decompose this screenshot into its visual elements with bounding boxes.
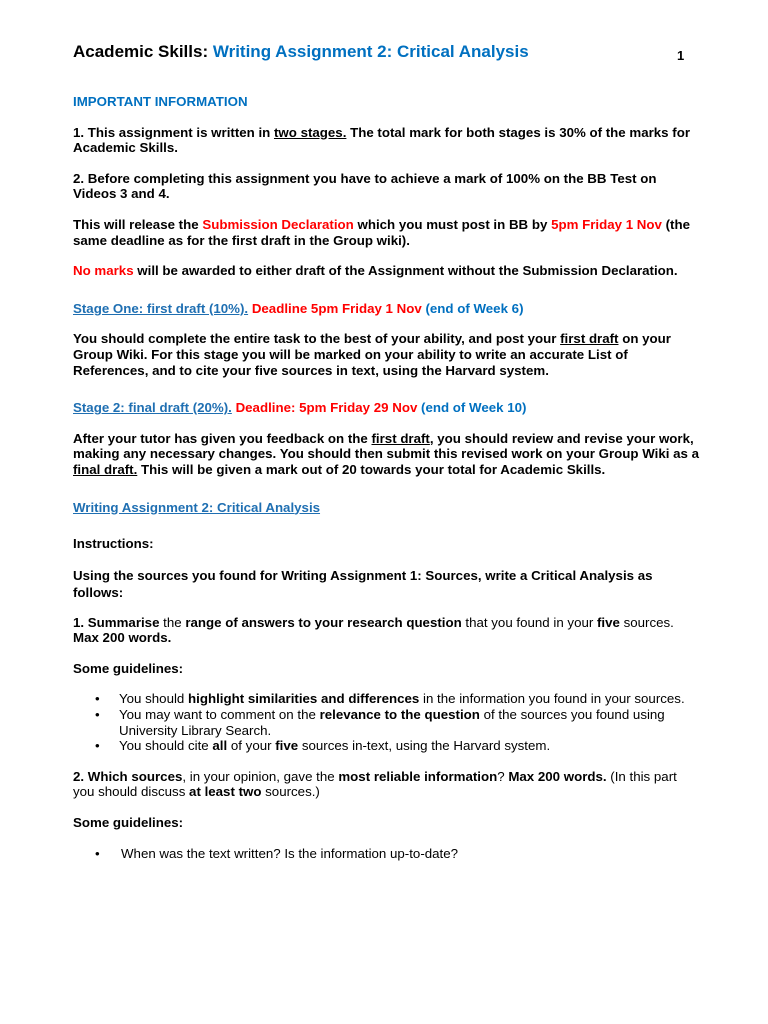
- guidelines-2-heading: Some guidelines:: [73, 815, 184, 831]
- guidelines-2-list: [73, 846, 701, 862]
- important-paragraph-4: No marks will be awarded to either draft of the Assignment without the Submission Declaration.: [73, 263, 678, 279]
- stage-two-link[interactable]: Stage 2: final draft (20%).: [73, 400, 232, 416]
- question-2: 2. Which sources, in your opinion, gave the most reliable information? Max 200 words. (In this part you should discuss at least two sources.): [73, 768, 677, 800]
- page-number: 1: [677, 48, 685, 63]
- stage-one-link[interactable]: Stage One: first draft (10%).: [73, 300, 249, 316]
- no-marks-text: No marks: [73, 263, 134, 279]
- submission-declaration-text: Submission Declaration: [202, 216, 354, 232]
- stage-one-heading: Stage One: first draft (10%). Deadline 5pm Friday 1 Nov (end of Week 6): [73, 300, 524, 316]
- list-item: • You should cite all of your five sources in-text, using the Harvard system.: [73, 738, 701, 754]
- document-page: [73, 40, 701, 861]
- stage-one-deadline: Deadline 5pm Friday 1 Nov: [251, 300, 422, 316]
- important-paragraph-2: 2. Before completing this assignment you have to achieve a mark of 100% on the BB Test on Videos 3 and 4.: [73, 170, 657, 202]
- instructions-heading: Instructions:: [73, 536, 154, 552]
- important-paragraph-3: This will release the Submission Declaration which you must post in BB by 5pm Friday 1 Nov (the same deadline as for the first draft in the Group wiki).: [73, 216, 690, 248]
- stage-one-body: You should complete the entire task to the best of your ability, and post your first draft on your Group Wiki. For this stage you will be marked on your ability to write an accurate List of References, and to cite your five sources in text, using the Harvard system.: [73, 331, 671, 378]
- header-prefix: Academic Skills:: [73, 42, 213, 61]
- assignment-link[interactable]: Writing Assignment 2: Critical Analysis: [73, 499, 321, 515]
- important-paragraph-1: 1. This assignment is written in two stages. The total mark for both stages is 30% of the marks for Academic Skills.: [73, 124, 690, 156]
- assignment-link-paragraph: [73, 500, 701, 516]
- stage-two-body: After your tutor has given you feedback on the first draft, you should review and revise your work, making any necessary changes. You should then submit this revised work on your Group Wiki as a final draft. This will be given a mark out of 20 towards your total for Academic Skills.: [73, 430, 699, 477]
- declaration-deadline-text: 5pm Friday 1 Nov: [551, 216, 662, 232]
- list-item: • When was the text written? Is the information up-to-date?: [73, 846, 701, 862]
- instructions-intro: Using the sources you found for Writing Assignment 1: Sources, write a Critical Analysis as follows:: [73, 567, 653, 600]
- guidelines-1-list: [73, 691, 701, 753]
- important-heading: IMPORTANT INFORMATION: [73, 94, 248, 109]
- stage-two-deadline: Deadline: 5pm Friday 29 Nov: [235, 400, 418, 416]
- question-1: 1. Summarise the range of answers to your research question that you found in your five sources. Max 200 words.: [73, 614, 674, 646]
- stage-two-heading: Stage 2: final draft (20%). Deadline: 5pm Friday 29 Nov (end of Week 10): [73, 400, 527, 416]
- list-item: • You may want to comment on the relevance to the question of the sources you found using University Library Search.: [73, 707, 701, 738]
- guidelines-1-heading: Some guidelines:: [73, 660, 184, 676]
- document-title: Writing Assignment 2: Critical Analysis: [212, 42, 529, 61]
- list-item: • You should highlight similarities and differences in the information you found in your sources.: [73, 691, 701, 707]
- document-header: [73, 40, 701, 66]
